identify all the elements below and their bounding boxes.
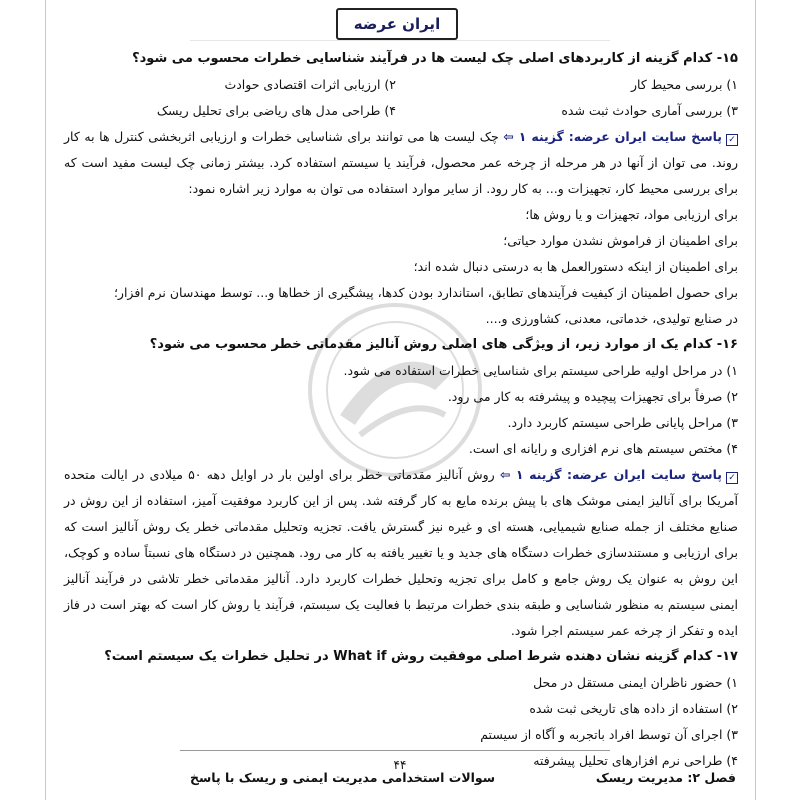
q17-option-4: ۴) طراحی نرم افزارهای تحلیل پیشرفته: [533, 753, 738, 768]
logo-badge: [336, 8, 458, 40]
q15-answer-tag: پاسخ سایت ایران عرضه: گزینه ۱ ⇦: [503, 129, 723, 144]
q16-answer-line-5: های نسبتاً ساده و کوچک، این روش به عنوان یک روش جامع و کامل برای تجزیه وتحلیل خطرات کاربرد دارد. آنالیز مقدماتی: [64, 545, 738, 586]
footer-book-title: سوالات استخدامی مدیریت ایمنی و ریسک با پاسخ: [190, 770, 496, 785]
footer-chapter: فصل ۲: مدیریت ریسک: [595, 770, 736, 785]
q16-answer-line-7: روش کار است که بهتر است در فاز ایده و تفکر از چرخه عمر سیستم اجرا شود.: [64, 597, 738, 638]
header-rule: [190, 40, 610, 41]
footer-rule: [180, 750, 610, 751]
q16-answer-tag: پاسخ سایت ایران عرضه: گزینه ۱ ⇦: [499, 467, 722, 482]
question-15-options: [64, 72, 738, 124]
q16-answer: [64, 462, 738, 644]
question-16: ۱۶- کدام یک از موارد زیر، از ویژگی های اصلی روش آنالیز مقدماتی خطر محسوب می شود؟: [149, 337, 738, 352]
logo-text: ایران عرضه: [353, 15, 441, 33]
q16-answer-line-2: آمریکا برای آنالیز ایمنی موشک های با پیش برنده مایع به کار گرفته شد. پس از این کاربرد موفقیت آمیز، استفاده از این: [111, 493, 738, 508]
q16-answer-line-3: روش در صنایع مختلف از جمله صنایع شیمیایی، هسته ای و غیره نیز گسترش یافت. تجزیه وتحلیل مقدماتی خطر یک روش: [64, 493, 738, 534]
q17-option-3: ۳) اجرای آن توسط افراد باتجربه و آگاه از سیستم: [480, 727, 738, 742]
q15-answer-line-7: برای حصول اطمینان از کیفیت فرآیندهای تطابق، استاندارد بودن کدها، پیشگیری از خطاها و... توسط مهندسان نرم افزار؛: [113, 285, 738, 300]
q17-option-1: ۱) حضور ناظران ایمنی مستقل در محل: [533, 675, 738, 690]
checkbox-icon: ✓: [726, 472, 738, 484]
q15-option-3: ۳) بررسی آماری حوادث ثبت شده: [561, 103, 738, 118]
q16-option-3: ۳) مراحل پایانی طراحی سیستم کاربرد دارد.: [507, 415, 738, 430]
q15-answer-line-5: برای اطمینان از فراموش نشدن موارد حیاتی؛: [503, 233, 738, 248]
q16-option-1: ۱) در مراحل اولیه طراحی سیستم برای شناسایی خطرات استفاده می شود.: [343, 363, 738, 378]
question-15: ۱۵- کدام گزینه از کاربردهای اصلی چک لیست ها در فرآیند شناسایی خطرات محسوب می شود؟: [132, 51, 738, 66]
question-17: ۱۷- کدام گزینه نشان دهنده شرط اصلی موفقیت روش What if در تحلیل خطرات یک سیستم است؟: [104, 649, 738, 664]
q16-answer-line-1: روش آنالیز مقدماتی خطر برای اولین بار در اوایل دهه ۵۰ میلادی در ایالت متحده: [64, 467, 495, 482]
checkbox-icon: ✓: [726, 134, 738, 146]
q15-answer-line-1: چک لیست ها می توانند برای شناسایی خطرات و ارزیابی اثربخشی کنترل ها به کار: [64, 129, 499, 144]
q15-answer-line-3: که برای بررسی محیط کار، تجهیزات و... به کار رود. از سایر موارد استفاده می توان به موارد زیر اشاره نمود:: [64, 155, 738, 196]
q15-answer-line-2: روند. می توان از آنها در هر مرحله از چرخه عمر محصول، فرآیند یا سیستم استفاده کرد. بیشتر زمانی چک لیست مفید است: [81, 155, 738, 170]
page-number: ۴۴: [393, 758, 407, 772]
page-content: [64, 46, 738, 774]
q15-option-4: ۴) طراحی مدل های ریاضی برای تحلیل ریسک: [156, 103, 396, 118]
q15-answer-line-4: برای ارزیابی مواد، تجهیزات و یا روش ها؛: [525, 207, 738, 222]
q15-answer-line-8: در صنایع تولیدی، خدماتی، معدنی، کشاورزی و....: [485, 311, 738, 326]
q15-option-1: ۱) بررسی محیط کار: [630, 77, 738, 92]
q15-option-2: ۲) ارزیابی اثرات اقتصادی حوادث: [224, 77, 396, 92]
q15-answer-line-6: برای اطمینان از اینکه دستورالعمل ها به درستی دنبال شده اند؛: [413, 259, 738, 274]
q15-answer: [64, 124, 738, 202]
q16-answer-line-6: خطر تلاشی در فرآیند آنالیز ایمنی سیستم به منظور شناسایی و طبقه بندی خطرات مرتبط با فعالیت یک سیستم، فرآیند یا: [64, 571, 738, 612]
q16-answer-line-4: آنالیز است که برای ارزیابی و مستندسازی خطرات دستگاه های جدید و یا تغییر یافته به کار می رود. همچنین در دستگاه: [64, 519, 738, 560]
q16-option-2: ۲) صرفاً برای تجهیزات پیچیده و پیشرفته به کار می رود.: [447, 389, 738, 404]
q16-option-4: ۴) مختص سیستم های نرم افزاری و رایانه ای است.: [468, 441, 738, 456]
q17-option-2: ۲) استفاده از داده های تاریخی ثبت شده: [529, 701, 738, 716]
site-logo: [336, 8, 456, 38]
